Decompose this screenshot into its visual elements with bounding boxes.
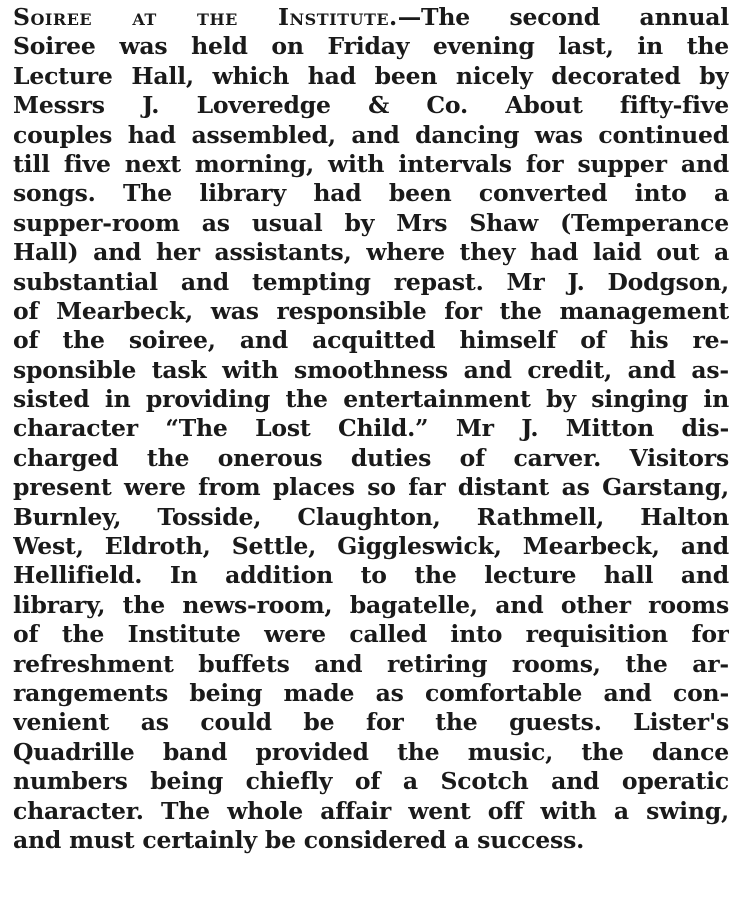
article-line-7: songs. The library had been converted into a xyxy=(13,179,729,208)
article-line-1 xyxy=(13,3,729,32)
article-line-20: Hellifield. In addition to the lecture hall and xyxy=(13,561,729,590)
article-line-28: character. The whole affair went off with a swing, xyxy=(13,796,729,825)
article-line-5: couples had assembled, and dancing was continued xyxy=(13,120,729,149)
article-line-16: charged the onerous duties of carver. Visitors xyxy=(13,443,729,472)
article-line-14: sisted in providing the entertainment by singing in xyxy=(13,385,729,414)
article-line-21: library, the news-room, bagatelle, and other rooms xyxy=(13,590,729,619)
article-line-26: Quadrille band provided the music, the dance xyxy=(13,737,729,766)
article-line-18: Burnley, Tosside, Claughton, Rathmell, Halton xyxy=(13,502,729,531)
article-line-6: till five next morning, with intervals for supper and xyxy=(13,149,729,178)
article-line-29: and must certainly be considered a success. xyxy=(13,825,585,854)
article-line-10: substantial and tempting repast. Mr J. Dodgson, xyxy=(13,267,729,296)
article-line-19: West, Eldroth, Settle, Giggleswick, Mearbeck, and xyxy=(13,532,729,561)
article-line-25: venient as could be for the guests. Lister's xyxy=(13,708,729,737)
article-line-12: of the soiree, and acquitted himself of his re- xyxy=(13,326,729,355)
article-line-4: Messrs J. Loveredge & Co. About fifty-five xyxy=(13,91,729,120)
article-line-27: numbers being chiefly of a Scotch and operatic xyxy=(13,767,729,796)
article-line-13: sponsible task with smoothness and credit, and as- xyxy=(13,355,729,384)
article-line-2: Soiree was held on Friday evening last, in the xyxy=(13,32,729,61)
article-line-1-text: —The second annual xyxy=(397,3,729,31)
article-line-9: Hall) and her assistants, where they had laid out a xyxy=(13,238,729,267)
article-line-23: refreshment buffets and retiring rooms, the ar- xyxy=(13,649,729,678)
article-line-3: Lecture Hall, which had been nicely decorated by xyxy=(13,61,729,90)
article-headline: Soiree at the Institute. xyxy=(13,3,398,31)
article-line-11: of Mearbeck, was responsible for the management xyxy=(13,296,729,325)
article-line-17: present were from places so far distant as Garstang, xyxy=(13,473,729,502)
article-line-24: rangements being made as comfortable and con- xyxy=(13,678,729,707)
article-line-22: of the Institute were called into requisition for xyxy=(13,620,729,649)
article-line-15: character “The Lost Child.” Mr J. Mitton dis- xyxy=(13,414,729,443)
article-line-8: supper-room as usual by Mrs Shaw (Temperance xyxy=(13,208,729,237)
